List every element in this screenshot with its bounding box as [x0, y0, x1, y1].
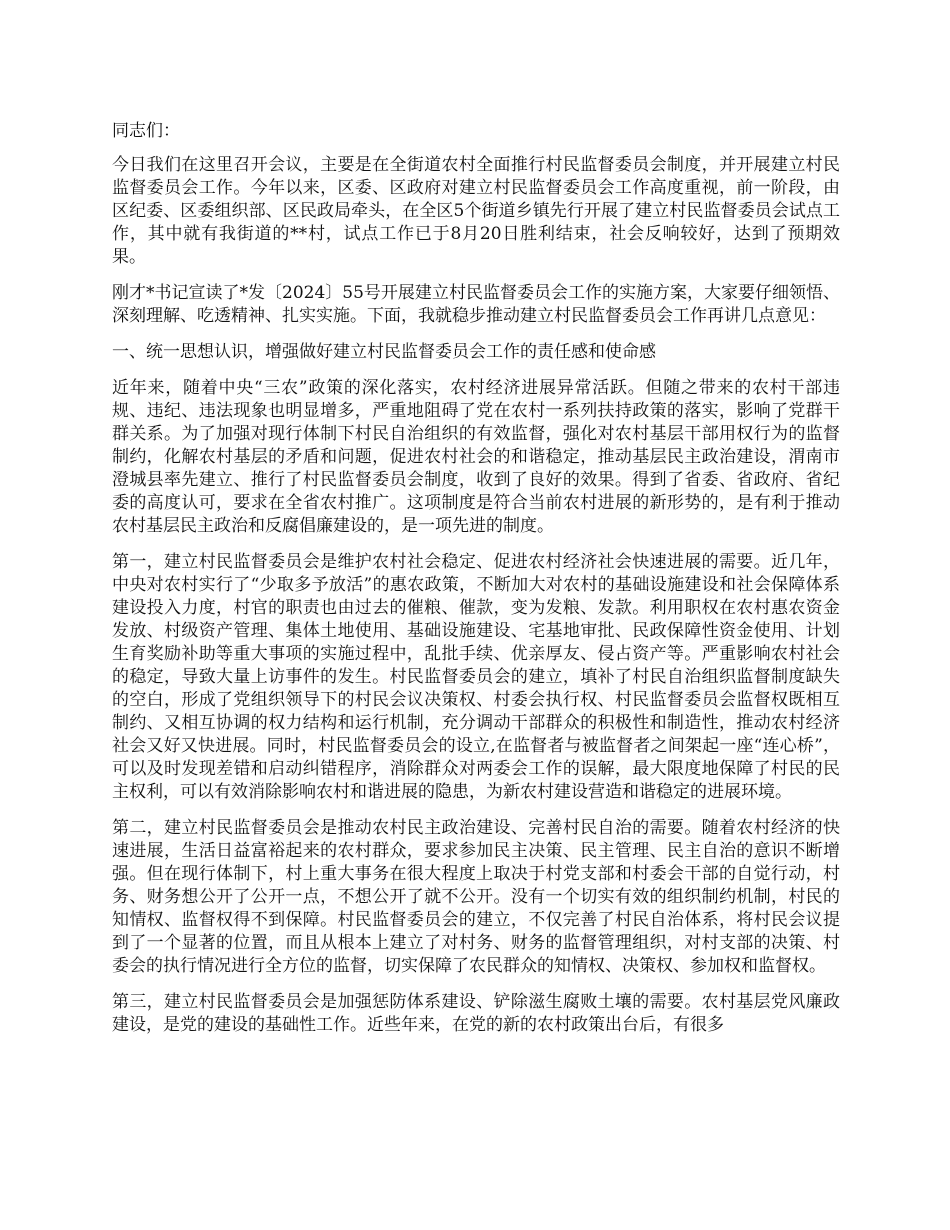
paragraph-third: 第三，建立村民监督委员会是加强惩防体系建设、铲除滋生腐败土壤的需要。农村基层党风廉政建设，是党的建设的基础性工作。近些年来，在党的新的农村政策出台后，有很多 [112, 992, 840, 1035]
greeting: 同志们： [112, 121, 180, 141]
section-heading-1: 一、统一思想认识，增强做好建立村民监督委员会工作的责任感和使命感 [112, 342, 656, 362]
document-body [112, 120, 840, 1050]
paragraph-plan: 刚才*书记宣读了*发〔2024〕55号开展建立村民监督委员会工作的实施方案，大家要仔细领悟、深刻理解、吃透精神、扎实实施。下面，我就稳步推动建立村民监督委员会工作再讲几点意见： [112, 283, 840, 326]
paragraph-intro: 今日我们在这里召开会议，主要是在全街道农村全面推行村民监督委员会制度，并开展建立村民监督委员会工作。今年以来，区委、区政府对建立村民监督委员会工作高度重视，前一阶段，由区纪委、区委组织部、区民政局牵头，在全区5个街道乡镇先行开展了建立村民监督委员会试点工作，其中就有我街道的**村，试点工作已于8月20日胜利结束，社会反响较好，达到了预期效果。 [112, 155, 840, 267]
paragraph-background: 近年来，随着中央“三农”政策的深化落实，农村经济进展异常活跃。但随之带来的农村干部违规、违纪、违法现象也明显增多，严重地阻碍了党在农村一系列扶持政策的落实，影响了党群干群关系。为了加强对现行体制下村民自治组织的有效监督，强化对农村基层干部用权行为的监督制约，化解农村基层的矛盾和问题，促进农村社会的和谐稳定，推动基层民主政治建设，渭南市澄城县率先建立、推行了村民监督委员会制度，收到了良好的效果。得到了省委、省政府、省纪委的高度认可，要求在全省农村推广。这项制度是符合当前农村进展的新形势的，是有利于推动农村基层民主政治和反腐倡廉建设的，是一项先进的制度。 [112, 378, 840, 536]
paragraph-first: 第一，建立村民监督委员会是维护农村社会稳定、促进农村经济社会快速进展的需要。近几年，中央对农村实行了“少取多予放活”的惠农政策，不断加大对农村的基础设施建设和社会保障体系建设投入力度，村官的职责也由过去的催粮、催款，变为发粮、发款。利用职权在农村惠农资金发放、村级资产管理、集体土地使用、基础设施建设、宅基地审批、民政保障性资金使用、计划生育奖励补助等重大事项的实施过程中，乱批手续、优亲厚友、侵占资产等。严重影响农村社会的稳定，导致大量上访事件的发生。村民监督委员会的建立，填补了村民自治组织监督制度缺失的空白，形成了党组织领导下的村民会议决策权、村委会执行权、村民监督委员会监督权既相互制约、又相互协调的权力结构和运行机制，充分调动干部群众的积极性和制造性，推动农村经济社会又好又快进展。同时，村民监督委员会的设立,在监督者与被监督者之间架起一座“连心桥”，可以及时发现差错和启动纠错程序，消除群众对两委会工作的误解，最大限度地保障了村民的民主权利，可以有效消除影响农村和谐进展的隐患，为新农村建设营造和谐稳定的进展环境。 [112, 552, 840, 802]
paragraph-second: 第二，建立村民监督委员会是推动农村民主政治建设、完善村民自治的需要。随着农村经济的快速进展，生活日益富裕起来的农村群众，要求参加民主决策、民主管理、民主自治的意识不断增强。但在现行体制下，村上重大事务在很大程度上取决于村党支部和村委会干部的自觉行动，村务、财务想公开了公开一点，不想公开了就不公开。没有一个切实有效的组织制约机制，村民的知情权、监督权得不到保障。村民监督委员会的建立，不仅完善了村民自治体系，将村民会议提到了一个显著的位置，而且从根本上建立了对村务、财务的监督管理组织，对村支部的决策、村委会的执行情况进行全方位的监督，切实保障了农民群众的知情权、决策权、参加权和监督权。 [112, 818, 840, 976]
